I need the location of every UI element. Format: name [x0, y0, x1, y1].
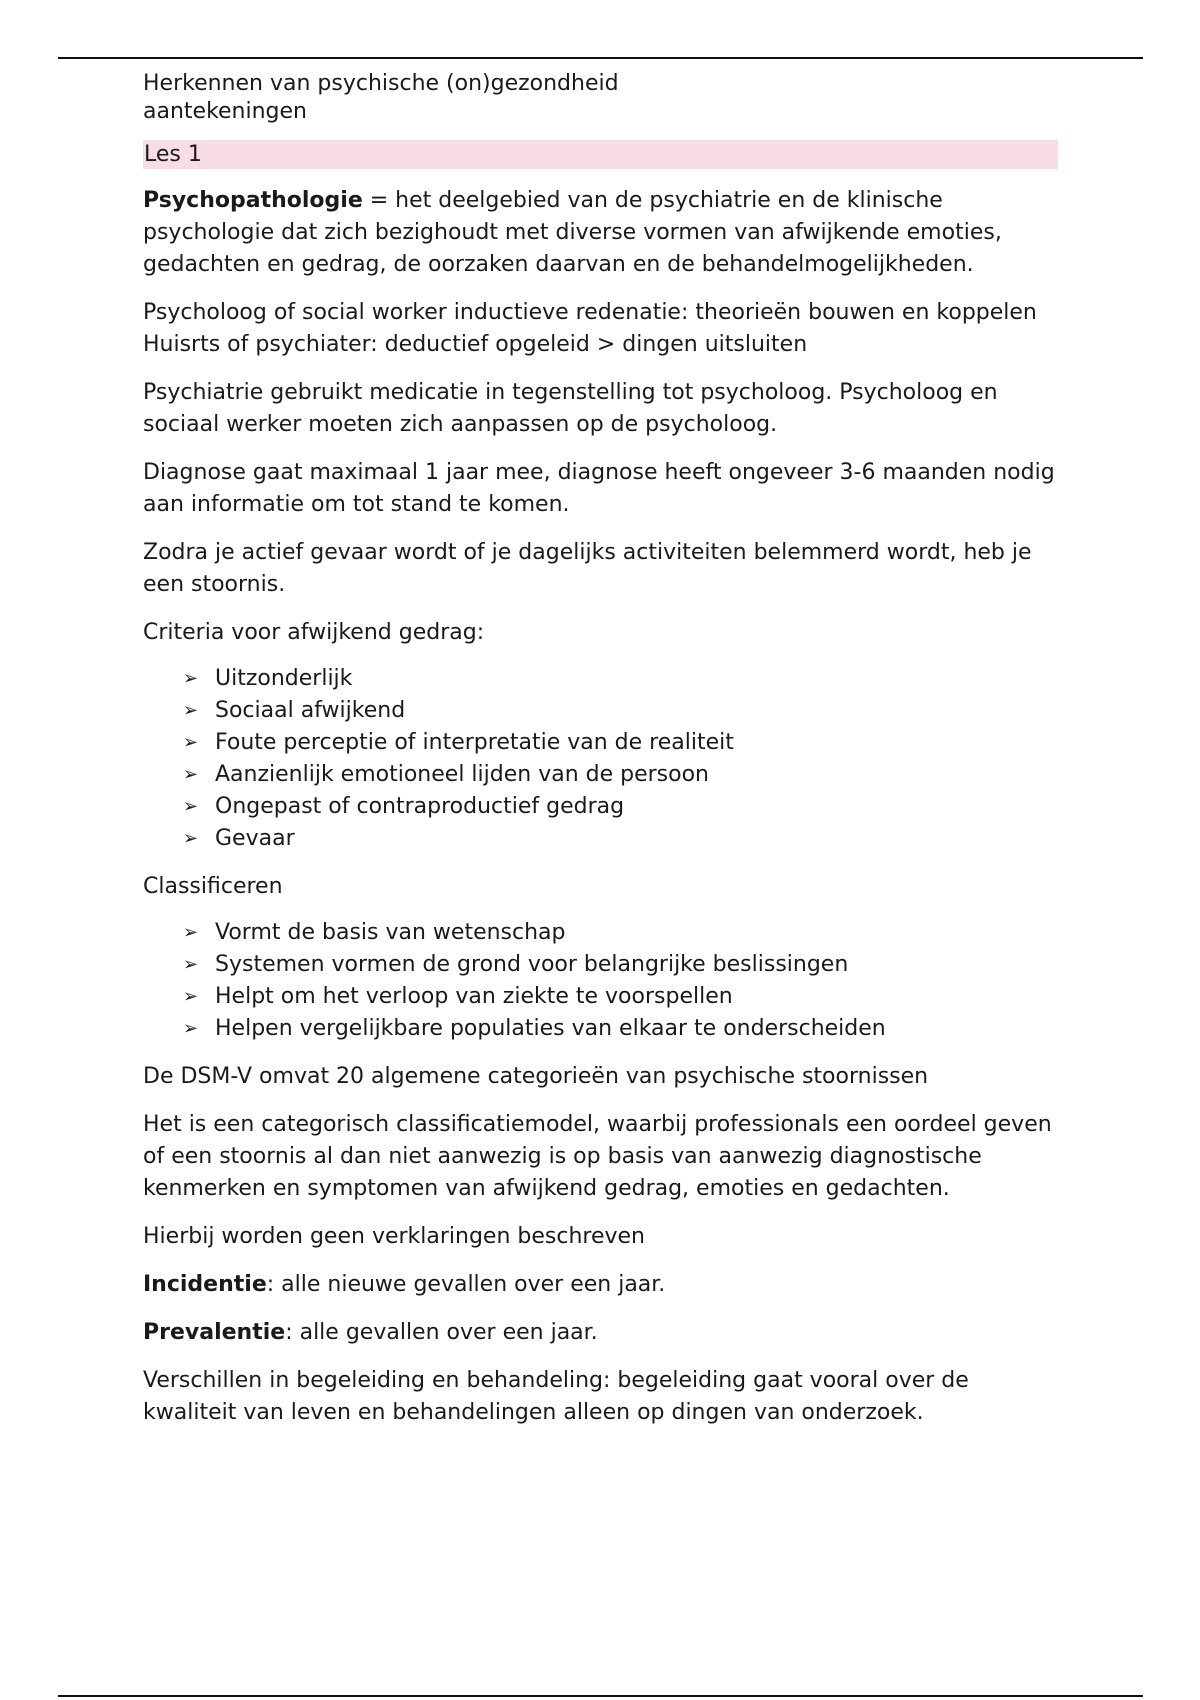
definition-psychopathologie: = het deelgebied van de psychiatrie en de klinische psychologie dat zich bezighoudt met diverse vormen van afwijkende emoties, gedachten en gedrag, de oorzaken daarvan en de behandelmogelijkheden. [143, 188, 1002, 277]
paragraph-psychopathologie [143, 185, 1058, 281]
list-item-text: Ongepast of contraproductief gedrag [215, 794, 625, 819]
list-item [183, 1013, 1058, 1045]
document-subtitle: aantekeningen [143, 99, 308, 124]
list-item [183, 917, 1058, 949]
list-item [183, 981, 1058, 1013]
list-item-text: Uitzonderlijk [215, 666, 353, 691]
term-psychopathologie: Psychopathologie [143, 188, 363, 213]
arrow-bullet-icon: ➢ [183, 1018, 199, 1039]
list-item-text: Sociaal afwijkend [215, 698, 406, 723]
paragraph-verklaringen: Hierbij worden geen verklaringen beschreven [143, 1224, 646, 1249]
document-body [143, 70, 1058, 1429]
classificeren-list [143, 917, 1058, 1045]
list-item [183, 823, 1058, 855]
paragraph-dsm: De DSM-V omvat 20 algemene categorieën van psychische stoornissen [143, 1064, 929, 1089]
term-incidentie: Incidentie [143, 1272, 267, 1297]
criteria-list [143, 663, 1058, 855]
paragraph-classificatiemodel: Het is een categorisch classificatiemodel, waarbij professionals een oordeel geven of een stoornis al dan niet aanwezig is op basis van aanwezig diagnostische kenmerken en symptomen van afwijkend gedrag, emoties en gedachten. [143, 1112, 1052, 1201]
list-item-text: Helpt om het verloop van ziekte te voorspellen [215, 984, 733, 1009]
document-title: Herkennen van psychische (on)gezondheid [143, 71, 619, 96]
list-item [183, 791, 1058, 823]
list-item-text: Vormt de basis van wetenschap [215, 920, 566, 945]
arrow-bullet-icon: ➢ [183, 954, 199, 975]
paragraph-prevalentie [143, 1317, 1058, 1349]
list-item-text: Helpen vergelijkbare populaties van elkaar te onderscheiden [215, 1016, 886, 1041]
paragraph-medicatie: Psychiatrie gebruikt medicatie in tegenstelling tot psycholoog. Psycholoog en sociaal werker moeten zich aanpassen op de psycholoog. [143, 380, 998, 437]
arrow-bullet-icon: ➢ [183, 922, 199, 943]
paragraph-begeleiding: Verschillen in begeleiding en behandeling: begeleiding gaat vooral over de kwaliteit van leven en behandelingen alleen op dingen van onderzoek. [143, 1368, 969, 1425]
list-item [183, 759, 1058, 791]
term-prevalentie: Prevalentie [143, 1320, 286, 1345]
classificeren-heading: Classificeren [143, 874, 283, 899]
list-item-text: Aanzienlijk emotioneel lijden van de persoon [215, 762, 710, 787]
criteria-heading: Criteria voor afwijkend gedrag: [143, 620, 485, 645]
section-label-les-1: Les 1 [143, 140, 1058, 169]
list-item [183, 695, 1058, 727]
paragraph-incidentie [143, 1269, 1058, 1301]
list-item [183, 727, 1058, 759]
paragraph-stoornis: Zodra je actief gevaar wordt of je dagelijks activiteiten belemmerd wordt, heb je een stoornis. [143, 540, 1032, 597]
list-item-text: Foute perceptie of interpretatie van de realiteit [215, 730, 734, 755]
arrow-bullet-icon: ➢ [183, 796, 199, 817]
paragraph-redenatie: Psycholoog of social worker inductieve redenatie: theorieën bouwen en koppelen Huisrts of psychiater: deductief opgeleid > dingen uitsluiten [143, 300, 1037, 357]
definition-prevalentie: : alle gevallen over een jaar. [285, 1320, 598, 1345]
arrow-bullet-icon: ➢ [183, 828, 199, 849]
paragraph-diagnose: Diagnose gaat maximaal 1 jaar mee, diagnose heeft ongeveer 3-6 maanden nodig aan informatie om tot stand te komen. [143, 460, 1055, 517]
arrow-bullet-icon: ➢ [183, 764, 199, 785]
arrow-bullet-icon: ➢ [183, 732, 199, 753]
arrow-bullet-icon: ➢ [183, 668, 199, 689]
header-rule [58, 57, 1143, 59]
list-item [183, 663, 1058, 695]
footer-rule [58, 1695, 1143, 1697]
list-item-text: Gevaar [215, 826, 295, 851]
definition-incidentie: : alle nieuwe gevallen over een jaar. [266, 1272, 666, 1297]
list-item-text: Systemen vormen de grond voor belangrijke beslissingen [215, 952, 849, 977]
arrow-bullet-icon: ➢ [183, 700, 199, 721]
list-item [183, 949, 1058, 981]
arrow-bullet-icon: ➢ [183, 986, 199, 1007]
